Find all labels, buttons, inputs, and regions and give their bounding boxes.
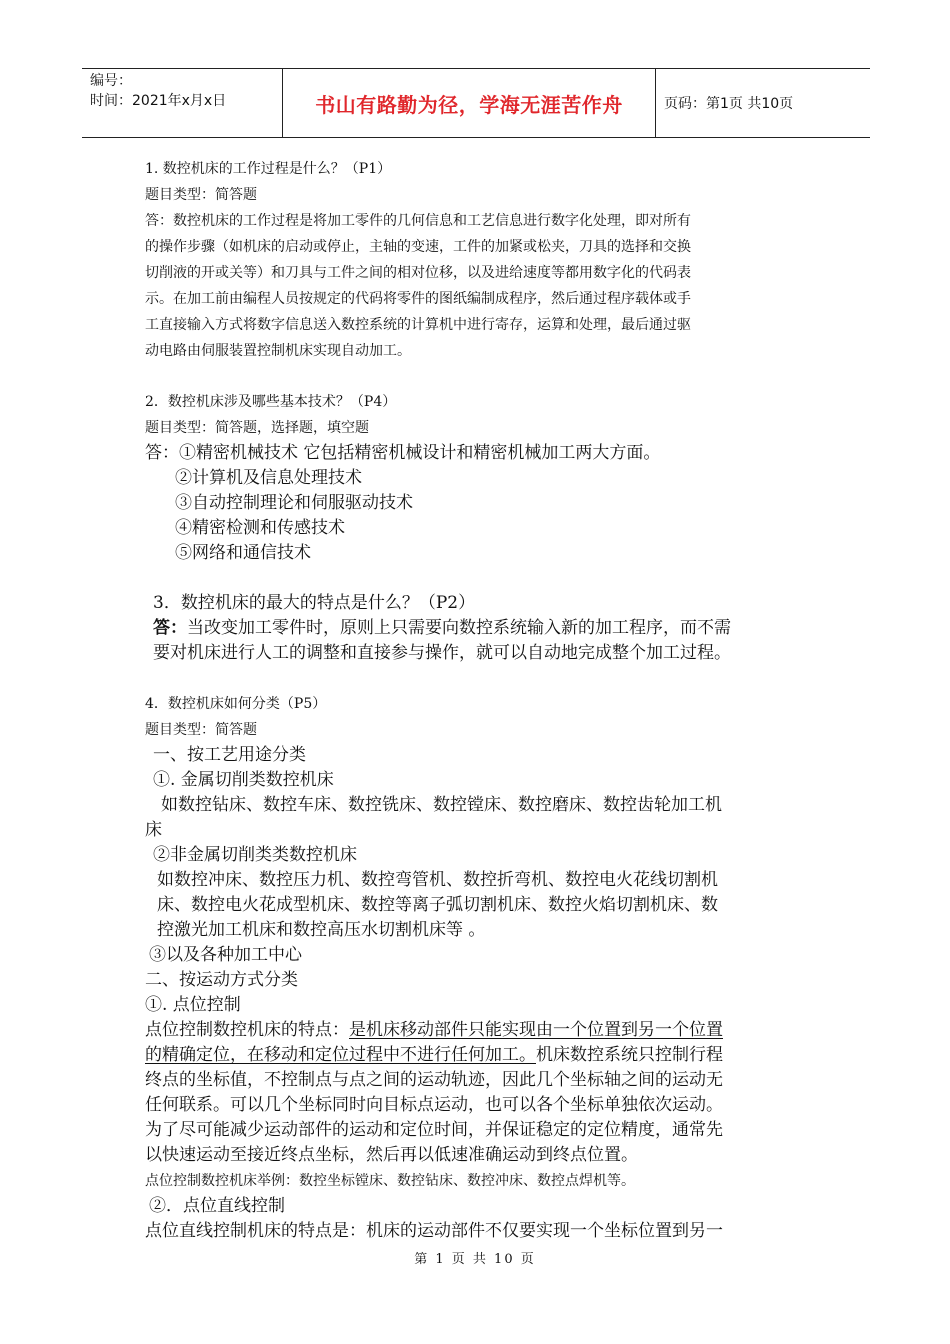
- header-time: 时间：2021年x月x日: [90, 93, 227, 109]
- subcategory-text: 控激光加工机床和数控高压水切割机床等 。: [157, 920, 486, 940]
- paragraph-line: [145, 1018, 815, 1043]
- subcategory-text: 如数控钻床、数控车床、数控铣床、数控镗床、数控磨床、数控齿轮加工机: [161, 795, 722, 815]
- page-footer: 第 1 页 共 10 页: [414, 1252, 536, 1267]
- q3-answer-text: 当改变加工零件时，原则上只需要向数控系统输入新的加工程序，而不需: [187, 618, 731, 638]
- q1-title: 1. 数控机床的工作过程是什么？（P1）: [145, 161, 392, 177]
- q2-answer-line: 答：①精密机械技术 它包括精密机械设计和精密机械加工两大方面。: [145, 443, 661, 463]
- subcategory-text: 床、数控电火花成型机床、数控等离子弧切割机床、数控火焰切割机床、数: [157, 895, 718, 915]
- paragraph-line: 以快速运动至接近终点坐标，然后再以低速准确运动到终点位置。: [145, 1145, 638, 1165]
- category-heading: 二、按运动方式分类: [145, 970, 298, 990]
- q3-answer-line: [145, 616, 815, 641]
- header-number: 编号：: [90, 73, 132, 89]
- category-heading: 一、按工艺用途分类: [153, 745, 306, 765]
- q3-answer-line: 要对机床进行人工的调整和直接参与操作，就可以自动地完成整个加工过程。: [153, 643, 731, 663]
- example-line: 点位控制数控机床举例：数控坐标镗床、数控钻床、数控冲床、数控点焊机等。: [145, 1173, 635, 1189]
- q4-type: 题目类型：简答题: [145, 722, 257, 738]
- q1-answer-line: 示。在加工前由编程人员按规定的代码将零件的图纸编制成程序，然后通过程序载体或手: [145, 291, 691, 307]
- subcategory-heading: ①. 金属切削类数控机床: [153, 770, 334, 790]
- q1-answer-line: 答：数控机床的工作过程是将加工零件的几何信息和工艺信息进行数字化处理，即对所有: [145, 213, 691, 229]
- underlined-text: 是机床移动部件只能实现由一个位置到另一个位置: [349, 1020, 723, 1040]
- paragraph-line: 点位直线控制机床的特点是：机床的运动部件不仅要实现一个坐标位置到另一: [145, 1221, 723, 1241]
- subcategory-heading: ①. 点位控制: [145, 995, 241, 1015]
- q2-answer-line: ④精密检测和传感技术: [175, 518, 345, 538]
- underlined-text: 的精确定位，在移动和定位过程中不进行任何加工。: [145, 1045, 536, 1065]
- q1-answer-line: 的操作步骤（如机床的启动或停止，主轴的变速，工件的加紧或松夹，刀具的选择和交换: [145, 239, 691, 255]
- subcategory-heading: ③以及各种加工中心: [149, 945, 302, 965]
- q2-answer-line: ③自动控制理论和伺服驱动技术: [175, 493, 413, 513]
- subcategory-heading: ②．点位直线控制: [149, 1196, 285, 1216]
- paragraph-line: [145, 1043, 815, 1068]
- subcategory-text: 如数控冲床、数控压力机、数控弯管机、数控折弯机、数控电火花线切割机: [157, 870, 718, 890]
- q2-title: 2．数控机床涉及哪些基本技术？（P4）: [145, 394, 397, 410]
- header-page-number: 页码：第1页 共10页: [664, 96, 794, 112]
- header-page-cell: [656, 69, 870, 137]
- q3-title: 3．数控机床的最大的特点是什么？（P2）: [153, 593, 476, 613]
- paragraph-text: 机床数控系统只控制行程: [536, 1045, 723, 1065]
- q1-type: 题目类型：简答题: [145, 187, 257, 203]
- paragraph-line: 终点的坐标值，不控制点与点之间的运动轨迹，因此几个坐标轴之间的运动无: [145, 1070, 723, 1090]
- subcategory-text: 床: [145, 820, 162, 840]
- q1-answer-line: 动电路由伺服装置控制机床实现自动加工。: [145, 343, 411, 359]
- q1-answer-line: 切削液的开或关等）和刀具与工件之间的相对位移，以及进给速度等都用数字化的代码表: [145, 265, 691, 281]
- q1-answer-line: 工直接输入方式将数字信息送入数控系统的计算机中进行寄存，运算和处理，最后通过驱: [145, 317, 691, 333]
- paragraph-text: 点位控制数控机床的特点：: [145, 1020, 349, 1040]
- document-body: [145, 156, 815, 1244]
- q4-title: 4．数控机床如何分类（P5）: [145, 696, 327, 712]
- subcategory-heading: ②非金属切削类类数控机床: [153, 845, 357, 865]
- header-motto-cell: [282, 69, 656, 137]
- q3-answer-prefix: 答：: [153, 618, 187, 638]
- q2-type: 题目类型：简答题，选择题，填空题: [145, 420, 369, 436]
- q2-answer-line: ②计算机及信息处理技术: [175, 468, 362, 488]
- paragraph-line: 任何联系。可以几个坐标同时向目标点运动，也可以各个坐标单独依次运动。: [145, 1095, 723, 1115]
- paragraph-line: 为了尽可能减少运动部件的运动和定位时间，并保证稳定的定位精度，通常先: [145, 1120, 723, 1140]
- header-left-cell: [82, 69, 282, 137]
- page-header: [82, 68, 870, 138]
- header-motto: 书山有路勤为径，学海无涯苦作舟: [315, 92, 623, 117]
- q2-answer-line: ⑤网络和通信技术: [175, 543, 311, 563]
